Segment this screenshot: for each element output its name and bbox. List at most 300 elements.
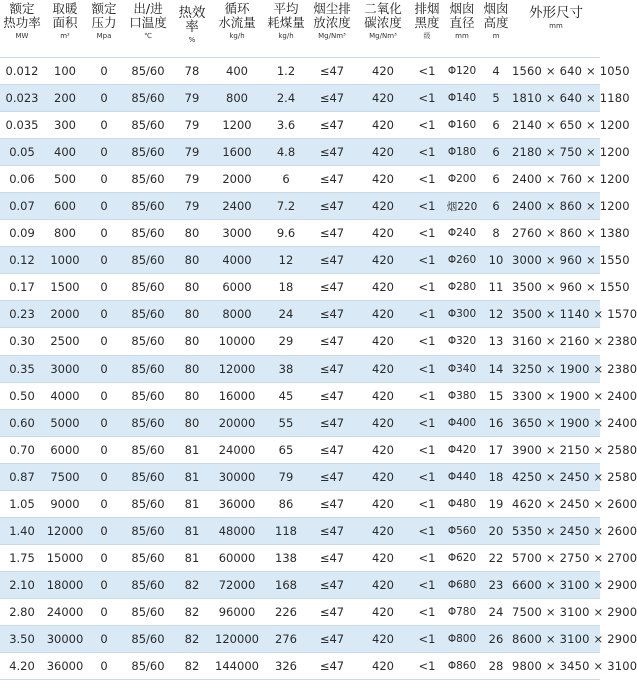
table-row xyxy=(0,247,600,274)
co2-concentration-cell: 420 xyxy=(356,274,410,301)
chimney-diameter-cell: Φ480 xyxy=(444,490,480,517)
header-unit: Mg/Nm³ xyxy=(318,32,346,40)
rated-pressure-cell: 0 xyxy=(86,571,122,598)
coal-consumption-cell: 138 xyxy=(264,544,308,571)
dust-emission-cell: ≤47 xyxy=(308,247,356,274)
dust-emission-cell: ≤47 xyxy=(308,544,356,571)
smoke-blackness-cell: <1 xyxy=(410,598,444,625)
chimney-height-cell: 28 xyxy=(480,653,512,680)
water-flow-cell: 16000 xyxy=(210,382,264,409)
dimensions-cell: 3500 × 1140 × 1570 xyxy=(512,301,600,328)
outlet-inlet-temp-cell: 85/60 xyxy=(122,139,174,166)
dimensions-cell: 4620 × 2450 × 2600 xyxy=(512,490,600,517)
water-flow-cell: 8000 xyxy=(210,301,264,328)
dimensions-cell: 1560 × 640 × 1050 xyxy=(512,58,600,85)
coal-consumption-cell: 65 xyxy=(264,436,308,463)
coal-consumption-cell: 326 xyxy=(264,653,308,680)
heating-area-cell: 4000 xyxy=(44,382,86,409)
rated-pressure-cell: 0 xyxy=(86,247,122,274)
chimney-diameter-cell: Φ300 xyxy=(444,301,480,328)
rated-pressure-cell: 0 xyxy=(86,517,122,544)
dimensions-cell: 3500 × 960 × 1550 xyxy=(512,274,600,301)
smoke-blackness-cell: <1 xyxy=(410,166,444,193)
heating-area-cell: 9000 xyxy=(44,490,86,517)
heating-area-cell: 1500 xyxy=(44,274,86,301)
chimney-diameter-cell: Φ140 xyxy=(444,85,480,112)
outlet-inlet-temp-cell: 85/60 xyxy=(122,328,174,355)
efficiency-cell: 81 xyxy=(174,436,210,463)
header-unit: ℃ xyxy=(144,32,152,40)
header-unit: Mg/Nm³ xyxy=(369,32,397,40)
chimney-diameter-cell: Φ200 xyxy=(444,166,480,193)
smoke-blackness-cell: <1 xyxy=(410,139,444,166)
efficiency-cell: 80 xyxy=(174,220,210,247)
dimensions-cell: 7500 × 3100 × 2900 xyxy=(512,598,600,625)
header-label: 平均 耗煤量 xyxy=(267,1,305,30)
chimney-height-cell: 8 xyxy=(480,220,512,247)
smoke-blackness-cell: <1 xyxy=(410,85,444,112)
efficiency-cell: 80 xyxy=(174,328,210,355)
table-row xyxy=(0,139,600,166)
smoke-blackness-cell: <1 xyxy=(410,247,444,274)
rated-power-cell: 1.40 xyxy=(0,517,44,544)
rated-power-cell: 0.23 xyxy=(0,301,44,328)
dust-emission-cell: ≤47 xyxy=(308,166,356,193)
coal-consumption-cell: 1.2 xyxy=(264,58,308,85)
smoke-blackness-cell: <1 xyxy=(410,301,444,328)
rated-pressure-cell: 0 xyxy=(86,625,122,652)
chimney-height-cell: 6 xyxy=(480,139,512,166)
co2-concentration-cell: 420 xyxy=(356,139,410,166)
water-flow-cell: 400 xyxy=(210,58,264,85)
co2-concentration-cell: 420 xyxy=(356,328,410,355)
header-cell xyxy=(122,0,174,58)
coal-consumption-cell: 9.6 xyxy=(264,220,308,247)
dimensions-cell: 3250 × 1900 × 2380 xyxy=(512,355,600,382)
chimney-height-cell: 15 xyxy=(480,382,512,409)
table-row xyxy=(0,463,600,490)
heating-area-cell: 800 xyxy=(44,220,86,247)
water-flow-cell: 24000 xyxy=(210,436,264,463)
header-label: 烟囱 直径 xyxy=(449,1,475,30)
dimensions-cell: 5700 × 2750 × 2700 xyxy=(512,544,600,571)
chimney-height-cell: 24 xyxy=(480,598,512,625)
header-label: 烟囱 高度 xyxy=(483,1,509,30)
smoke-blackness-cell: <1 xyxy=(410,274,444,301)
water-flow-cell: 30000 xyxy=(210,463,264,490)
heating-area-cell: 400 xyxy=(44,139,86,166)
header-label: 热效率 xyxy=(178,5,206,35)
heating-area-cell: 200 xyxy=(44,85,86,112)
smoke-blackness-cell: <1 xyxy=(410,328,444,355)
outlet-inlet-temp-cell: 85/60 xyxy=(122,436,174,463)
co2-concentration-cell: 420 xyxy=(356,220,410,247)
dimensions-cell: 4250 × 2450 × 2580 xyxy=(512,463,600,490)
efficiency-cell: 81 xyxy=(174,463,210,490)
coal-consumption-cell: 226 xyxy=(264,598,308,625)
chimney-height-cell: 17 xyxy=(480,436,512,463)
header-label: 额定 热功率 xyxy=(3,1,41,30)
efficiency-cell: 79 xyxy=(174,85,210,112)
header-cell xyxy=(86,0,122,58)
co2-concentration-cell: 420 xyxy=(356,544,410,571)
dimensions-cell: 2400 × 860 × 1200 xyxy=(512,193,600,220)
chimney-diameter-cell: Φ440 xyxy=(444,463,480,490)
chimney-diameter-cell: Φ420 xyxy=(444,436,480,463)
co2-concentration-cell: 420 xyxy=(356,598,410,625)
dust-emission-cell: ≤47 xyxy=(308,274,356,301)
chimney-diameter-cell: Φ340 xyxy=(444,355,480,382)
table-row xyxy=(0,625,600,652)
heating-area-cell: 24000 xyxy=(44,598,86,625)
table-row xyxy=(0,409,600,436)
rated-pressure-cell: 0 xyxy=(86,220,122,247)
smoke-blackness-cell: <1 xyxy=(410,409,444,436)
coal-consumption-cell: 168 xyxy=(264,571,308,598)
rated-power-cell: 0.05 xyxy=(0,139,44,166)
chimney-diameter-cell: Φ380 xyxy=(444,382,480,409)
heating-area-cell: 36000 xyxy=(44,653,86,680)
outlet-inlet-temp-cell: 85/60 xyxy=(122,193,174,220)
chimney-diameter-cell: Φ260 xyxy=(444,247,480,274)
coal-consumption-cell: 45 xyxy=(264,382,308,409)
rated-power-cell: 0.023 xyxy=(0,85,44,112)
table-row xyxy=(0,490,600,517)
efficiency-cell: 80 xyxy=(174,409,210,436)
header-label: 循环 水流量 xyxy=(218,1,256,30)
chimney-height-cell: 18 xyxy=(480,463,512,490)
co2-concentration-cell: 420 xyxy=(356,571,410,598)
chimney-height-cell: 16 xyxy=(480,409,512,436)
coal-consumption-cell: 2.4 xyxy=(264,85,308,112)
co2-concentration-cell: 420 xyxy=(356,625,410,652)
coal-consumption-cell: 6 xyxy=(264,166,308,193)
heating-area-cell: 100 xyxy=(44,58,86,85)
efficiency-cell: 79 xyxy=(174,166,210,193)
rated-pressure-cell: 0 xyxy=(86,598,122,625)
chimney-diameter-cell: Φ240 xyxy=(444,220,480,247)
water-flow-cell: 36000 xyxy=(210,490,264,517)
rated-power-cell: 0.35 xyxy=(0,355,44,382)
co2-concentration-cell: 420 xyxy=(356,653,410,680)
rated-pressure-cell: 0 xyxy=(86,301,122,328)
rated-power-cell: 0.09 xyxy=(0,220,44,247)
chimney-diameter-cell: Φ860 xyxy=(444,653,480,680)
chimney-height-cell: 14 xyxy=(480,355,512,382)
rated-pressure-cell: 0 xyxy=(86,653,122,680)
coal-consumption-cell: 118 xyxy=(264,517,308,544)
header-label: 出/进 口温度 xyxy=(129,1,167,30)
chimney-height-cell: 26 xyxy=(480,625,512,652)
outlet-inlet-temp-cell: 85/60 xyxy=(122,58,174,85)
outlet-inlet-temp-cell: 85/60 xyxy=(122,517,174,544)
smoke-blackness-cell: <1 xyxy=(410,220,444,247)
smoke-blackness-cell: <1 xyxy=(410,571,444,598)
outlet-inlet-temp-cell: 85/60 xyxy=(122,490,174,517)
header-cell xyxy=(410,0,444,58)
smoke-blackness-cell: <1 xyxy=(410,355,444,382)
dust-emission-cell: ≤47 xyxy=(308,112,356,139)
water-flow-cell: 1200 xyxy=(210,112,264,139)
dimensions-cell: 9800 × 3450 × 3100 xyxy=(512,653,600,680)
heating-area-cell: 6000 xyxy=(44,436,86,463)
rated-power-cell: 0.035 xyxy=(0,112,44,139)
outlet-inlet-temp-cell: 85/60 xyxy=(122,301,174,328)
smoke-blackness-cell: <1 xyxy=(410,382,444,409)
co2-concentration-cell: 420 xyxy=(356,463,410,490)
dimensions-cell: 6600 × 3100 × 2900 xyxy=(512,571,600,598)
header-cell xyxy=(210,0,264,58)
dimensions-cell: 3650 × 1900 × 2400 xyxy=(512,409,600,436)
header-label: 取暖 面积 xyxy=(52,1,78,30)
rated-pressure-cell: 0 xyxy=(86,139,122,166)
dust-emission-cell: ≤47 xyxy=(308,355,356,382)
rated-power-cell: 0.70 xyxy=(0,436,44,463)
outlet-inlet-temp-cell: 85/60 xyxy=(122,274,174,301)
outlet-inlet-temp-cell: 85/60 xyxy=(122,463,174,490)
heating-area-cell: 7500 xyxy=(44,463,86,490)
coal-consumption-cell: 276 xyxy=(264,625,308,652)
chimney-height-cell: 20 xyxy=(480,517,512,544)
dimensions-cell: 2760 × 860 × 1380 xyxy=(512,220,600,247)
coal-consumption-cell: 55 xyxy=(264,409,308,436)
water-flow-cell: 10000 xyxy=(210,328,264,355)
dust-emission-cell: ≤47 xyxy=(308,58,356,85)
header-cell xyxy=(480,0,512,58)
chimney-diameter-cell: Φ400 xyxy=(444,409,480,436)
coal-consumption-cell: 7.2 xyxy=(264,193,308,220)
smoke-blackness-cell: <1 xyxy=(410,58,444,85)
header-cell xyxy=(512,0,600,58)
heating-area-cell: 600 xyxy=(44,193,86,220)
header-row xyxy=(0,0,600,58)
chimney-diameter-cell: Φ780 xyxy=(444,598,480,625)
efficiency-cell: 80 xyxy=(174,301,210,328)
rated-pressure-cell: 0 xyxy=(86,463,122,490)
water-flow-cell: 6000 xyxy=(210,274,264,301)
table-row xyxy=(0,166,600,193)
table-row xyxy=(0,598,600,625)
rated-pressure-cell: 0 xyxy=(86,436,122,463)
dust-emission-cell: ≤47 xyxy=(308,571,356,598)
header-unit: 级 xyxy=(423,32,431,40)
heating-area-cell: 18000 xyxy=(44,571,86,598)
dust-emission-cell: ≤47 xyxy=(308,598,356,625)
water-flow-cell: 12000 xyxy=(210,355,264,382)
dimensions-cell: 2180 × 750 × 1200 xyxy=(512,139,600,166)
water-flow-cell: 96000 xyxy=(210,598,264,625)
rated-power-cell: 0.07 xyxy=(0,193,44,220)
smoke-blackness-cell: <1 xyxy=(410,193,444,220)
dimensions-cell: 2140 × 650 × 1200 xyxy=(512,112,600,139)
dust-emission-cell: ≤47 xyxy=(308,463,356,490)
chimney-diameter-cell: Φ160 xyxy=(444,112,480,139)
dust-emission-cell: ≤47 xyxy=(308,517,356,544)
coal-consumption-cell: 29 xyxy=(264,328,308,355)
smoke-blackness-cell: <1 xyxy=(410,544,444,571)
heating-area-cell: 2500 xyxy=(44,328,86,355)
efficiency-cell: 80 xyxy=(174,247,210,274)
table-row xyxy=(0,301,600,328)
rated-power-cell: 0.17 xyxy=(0,274,44,301)
chimney-diameter-cell: Φ800 xyxy=(444,625,480,652)
water-flow-cell: 20000 xyxy=(210,409,264,436)
heating-area-cell: 1000 xyxy=(44,247,86,274)
rated-pressure-cell: 0 xyxy=(86,193,122,220)
dust-emission-cell: ≤47 xyxy=(308,625,356,652)
co2-concentration-cell: 420 xyxy=(356,490,410,517)
outlet-inlet-temp-cell: 85/60 xyxy=(122,409,174,436)
rated-pressure-cell: 0 xyxy=(86,355,122,382)
efficiency-cell: 80 xyxy=(174,382,210,409)
outlet-inlet-temp-cell: 85/60 xyxy=(122,571,174,598)
efficiency-cell: 82 xyxy=(174,625,210,652)
chimney-diameter-cell: Φ320 xyxy=(444,328,480,355)
chimney-diameter-cell: Φ560 xyxy=(444,517,480,544)
water-flow-cell: 3000 xyxy=(210,220,264,247)
header-unit: mm xyxy=(455,32,469,40)
rated-power-cell: 0.06 xyxy=(0,166,44,193)
efficiency-cell: 79 xyxy=(174,112,210,139)
chimney-height-cell: 5 xyxy=(480,85,512,112)
coal-consumption-cell: 38 xyxy=(264,355,308,382)
heating-area-cell: 300 xyxy=(44,112,86,139)
efficiency-cell: 81 xyxy=(174,490,210,517)
heating-area-cell: 30000 xyxy=(44,625,86,652)
dust-emission-cell: ≤47 xyxy=(308,193,356,220)
rated-power-cell: 0.012 xyxy=(0,58,44,85)
table-row xyxy=(0,58,600,85)
co2-concentration-cell: 420 xyxy=(356,382,410,409)
efficiency-cell: 80 xyxy=(174,355,210,382)
efficiency-cell: 79 xyxy=(174,193,210,220)
co2-concentration-cell: 420 xyxy=(356,85,410,112)
water-flow-cell: 60000 xyxy=(210,544,264,571)
outlet-inlet-temp-cell: 85/60 xyxy=(122,598,174,625)
header-cell xyxy=(356,0,410,58)
chimney-height-cell: 6 xyxy=(480,193,512,220)
table-row xyxy=(0,193,600,220)
dust-emission-cell: ≤47 xyxy=(308,382,356,409)
header-unit: mm xyxy=(549,22,563,30)
dust-emission-cell: ≤47 xyxy=(308,85,356,112)
header-unit: kg/h xyxy=(278,32,294,40)
header-unit: kg/h xyxy=(229,32,245,40)
header-label: 排烟 黑度 xyxy=(414,1,440,30)
co2-concentration-cell: 420 xyxy=(356,436,410,463)
table-row xyxy=(0,220,600,247)
co2-concentration-cell: 420 xyxy=(356,166,410,193)
header-unit: % xyxy=(188,36,196,44)
header-cell xyxy=(174,0,210,58)
table-row xyxy=(0,328,600,355)
water-flow-cell: 144000 xyxy=(210,653,264,680)
dimensions-cell: 1810 × 640 × 1180 xyxy=(512,85,600,112)
dust-emission-cell: ≤47 xyxy=(308,220,356,247)
efficiency-cell: 80 xyxy=(174,274,210,301)
chimney-diameter-cell: Φ120 xyxy=(444,58,480,85)
co2-concentration-cell: 420 xyxy=(356,247,410,274)
header-label: 烟尘排 放浓度 xyxy=(313,1,351,30)
table-row xyxy=(0,653,600,680)
heating-area-cell: 3000 xyxy=(44,355,86,382)
outlet-inlet-temp-cell: 85/60 xyxy=(122,247,174,274)
header-label: 外形尺寸 xyxy=(529,5,583,21)
header-unit: Mpa xyxy=(96,32,112,40)
rated-power-cell: 1.05 xyxy=(0,490,44,517)
rated-pressure-cell: 0 xyxy=(86,58,122,85)
co2-concentration-cell: 420 xyxy=(356,517,410,544)
chimney-diameter-cell: Φ620 xyxy=(444,544,480,571)
coal-consumption-cell: 3.6 xyxy=(264,112,308,139)
header-unit: MW xyxy=(15,32,29,40)
chimney-diameter-cell: 烟220 xyxy=(444,193,480,220)
efficiency-cell: 81 xyxy=(174,544,210,571)
smoke-blackness-cell: <1 xyxy=(410,653,444,680)
smoke-blackness-cell: <1 xyxy=(410,490,444,517)
efficiency-cell: 82 xyxy=(174,571,210,598)
chimney-height-cell: 6 xyxy=(480,166,512,193)
dust-emission-cell: ≤47 xyxy=(308,328,356,355)
rated-power-cell: 0.30 xyxy=(0,328,44,355)
coal-consumption-cell: 4.8 xyxy=(264,139,308,166)
efficiency-cell: 81 xyxy=(174,517,210,544)
rated-pressure-cell: 0 xyxy=(86,112,122,139)
outlet-inlet-temp-cell: 85/60 xyxy=(122,85,174,112)
rated-power-cell: 0.12 xyxy=(0,247,44,274)
chimney-height-cell: 19 xyxy=(480,490,512,517)
chimney-height-cell: 10 xyxy=(480,247,512,274)
heating-area-cell: 2000 xyxy=(44,301,86,328)
dimensions-cell: 2400 × 760 × 1200 xyxy=(512,166,600,193)
heating-area-cell: 15000 xyxy=(44,544,86,571)
chimney-diameter-cell: Φ180 xyxy=(444,139,480,166)
header-unit: m xyxy=(492,32,500,40)
rated-power-cell: 2.10 xyxy=(0,571,44,598)
coal-consumption-cell: 86 xyxy=(264,490,308,517)
rated-power-cell: 0.50 xyxy=(0,382,44,409)
water-flow-cell: 72000 xyxy=(210,571,264,598)
outlet-inlet-temp-cell: 85/60 xyxy=(122,544,174,571)
coal-consumption-cell: 18 xyxy=(264,274,308,301)
dust-emission-cell: ≤47 xyxy=(308,653,356,680)
table-row xyxy=(0,517,600,544)
header-unit: m² xyxy=(60,32,70,40)
dimensions-cell: 3900 × 2150 × 2580 xyxy=(512,436,600,463)
rated-power-cell: 3.50 xyxy=(0,625,44,652)
co2-concentration-cell: 420 xyxy=(356,112,410,139)
table-row xyxy=(0,436,600,463)
smoke-blackness-cell: <1 xyxy=(410,463,444,490)
dust-emission-cell: ≤47 xyxy=(308,301,356,328)
smoke-blackness-cell: <1 xyxy=(410,517,444,544)
outlet-inlet-temp-cell: 85/60 xyxy=(122,382,174,409)
header-cell xyxy=(44,0,86,58)
dimensions-cell: 3160 × 2160 × 2380 xyxy=(512,328,600,355)
rated-power-cell: 4.20 xyxy=(0,653,44,680)
rated-power-cell: 0.87 xyxy=(0,463,44,490)
chimney-diameter-cell: Φ680 xyxy=(444,571,480,598)
efficiency-cell: 79 xyxy=(174,139,210,166)
efficiency-cell: 82 xyxy=(174,653,210,680)
co2-concentration-cell: 420 xyxy=(356,355,410,382)
header-label: 额定 压力 xyxy=(91,1,117,30)
rated-power-cell: 1.75 xyxy=(0,544,44,571)
coal-consumption-cell: 79 xyxy=(264,463,308,490)
rated-power-cell: 2.80 xyxy=(0,598,44,625)
water-flow-cell: 2400 xyxy=(210,193,264,220)
chimney-height-cell: 4 xyxy=(480,58,512,85)
